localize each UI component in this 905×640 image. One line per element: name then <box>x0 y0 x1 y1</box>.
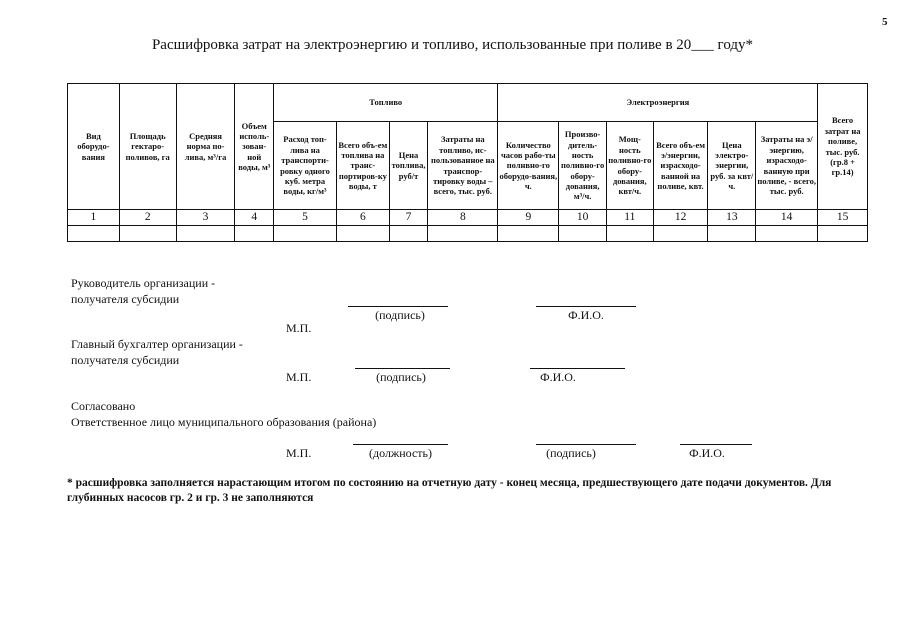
col-header-11: Мощ-ность поливно-го обору-дования, квт/ч. <box>606 122 653 210</box>
table-cell[interactable] <box>119 226 176 242</box>
col-header-14: Затраты на э/энергию, израсходо-ванную при поливе, - всего, тыс. руб. <box>756 122 818 210</box>
column-number: 13 <box>708 210 756 226</box>
table-cell[interactable] <box>68 226 120 242</box>
fio-line[interactable] <box>536 306 636 307</box>
document-title: Расшифровка затрат на электроэнергию и топливо, использованные при поливе в 20___ году* <box>151 37 754 53</box>
col-header-3: Средняя норма по-лива, м³/га <box>176 84 235 210</box>
col-header-4: Объем исполь-зован-ной воды, м³ <box>235 84 274 210</box>
page-number: 5 <box>882 16 888 28</box>
column-number: 11 <box>606 210 653 226</box>
col-header-7: Цена топлива, руб/т <box>389 122 428 210</box>
table-cell[interactable] <box>653 226 708 242</box>
expense-breakdown-table <box>67 83 868 242</box>
head-label: Руководитель организации - получателя субсидии <box>71 276 216 306</box>
col-header-12: Всего объ-ем э/энергии, израсходо-ванной на поливе, квт. <box>653 122 708 210</box>
group-header-fuel: Топливо <box>274 84 498 122</box>
table-cell[interactable] <box>818 226 868 242</box>
column-number: 9 <box>498 210 559 226</box>
column-number: 8 <box>428 210 498 226</box>
table-cell[interactable] <box>336 226 389 242</box>
table-cell[interactable] <box>606 226 653 242</box>
agreed-label: Согласовано <box>71 399 136 413</box>
position-line[interactable] <box>353 444 448 445</box>
table-cell[interactable] <box>235 226 274 242</box>
signature-line[interactable] <box>536 444 636 445</box>
accountant-label: Главный бухгалтер организации - получателя субсидии <box>71 337 243 367</box>
table-cell[interactable] <box>389 226 428 242</box>
column-number: 2 <box>119 210 176 226</box>
col-header-10: Произво-дитель-ность поливно-го обору-дования, м³/ч. <box>559 122 607 210</box>
group-header-electricity: Электроэнергия <box>498 84 818 122</box>
col-header-9: Количество часов рабо-ты полнвно-го оборудо-вания, ч. <box>498 122 559 210</box>
column-number: 12 <box>653 210 708 226</box>
column-number: 6 <box>336 210 389 226</box>
column-number: 14 <box>756 210 818 226</box>
col-header-2: Площадь гектаро-поливов, га <box>119 84 176 210</box>
col-header-1: Вид оборудо-вания <box>68 84 120 210</box>
table-cell[interactable] <box>428 226 498 242</box>
column-number: 1 <box>68 210 120 226</box>
col-header-15: Всего затрат на поливе, тыс. руб. (гр.8 + гр.14) <box>818 84 868 210</box>
stamp-place-label: М.П. <box>286 446 312 460</box>
footnote: * расшифровка заполняется нарастающим итогом по состоянию на отчетную дату - конец месяца, предшествующего дате подачи документов. Для глубинных насосов гр. 2 и гр. 3 не заполняются <box>67 477 832 505</box>
col-header-13: Цена электро-энергии, руб. за квт/ч. <box>708 122 756 210</box>
table-cell[interactable] <box>708 226 756 242</box>
fio-line[interactable] <box>680 444 752 445</box>
table-cell[interactable] <box>559 226 607 242</box>
stamp-place-label: М.П. <box>286 370 312 384</box>
position-label: (должность) <box>369 446 432 460</box>
table-cell[interactable] <box>756 226 818 242</box>
table-cell[interactable] <box>274 226 337 242</box>
table-cell[interactable] <box>176 226 235 242</box>
responsible-person-label: Ответственное лицо муниципального образования (района) <box>71 415 377 429</box>
signature-label: (подпись) <box>546 446 596 460</box>
signature-line[interactable] <box>348 306 448 307</box>
column-number: 3 <box>176 210 235 226</box>
column-number: 15 <box>818 210 868 226</box>
signature-line[interactable] <box>355 368 450 369</box>
column-number: 5 <box>274 210 337 226</box>
column-number: 7 <box>389 210 428 226</box>
column-number: 4 <box>235 210 274 226</box>
fio-label: Ф.И.О. <box>689 446 725 460</box>
column-number: 10 <box>559 210 607 226</box>
stamp-place-label: М.П. <box>286 321 312 335</box>
signature-label: (подпись) <box>376 370 426 384</box>
fio-line[interactable] <box>530 368 625 369</box>
col-header-5: Расход топ-лива на транспорти-ровку одного куб. метра воды, кг/м³ <box>274 122 337 210</box>
fio-label: Ф.И.О. <box>540 370 576 384</box>
col-header-8: Затраты на топливо, ис-пользованное на транспор-тировку воды – всего, тыс. руб. <box>428 122 498 210</box>
signature-label: (подпись) <box>375 308 425 322</box>
table-row <box>68 226 868 242</box>
fio-label: Ф.И.О. <box>568 308 604 322</box>
table-cell[interactable] <box>498 226 559 242</box>
col-header-6: Всего объ-ем топлива на транс-портиров-ку воды, т <box>336 122 389 210</box>
